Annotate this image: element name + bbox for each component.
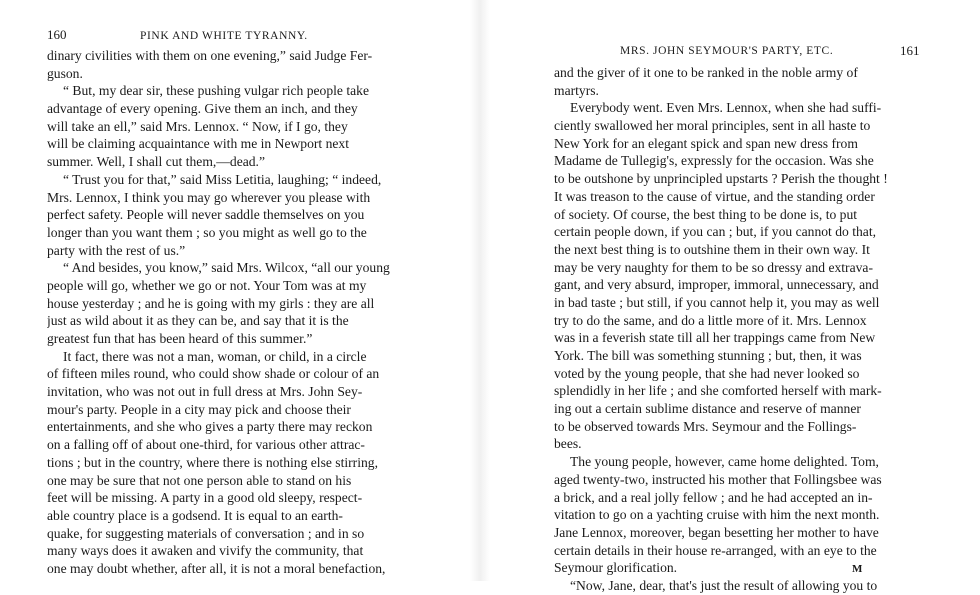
text-line: bees. bbox=[554, 436, 582, 452]
text-line: feet will be missing. A party in a good old sleepy, respect- bbox=[47, 490, 363, 506]
text-line: It was treason to the cause of virtue, and the standing order bbox=[554, 188, 875, 204]
text-line: able country place is a godsend. It is equal to an earth- bbox=[47, 507, 343, 523]
right-body-text bbox=[554, 64, 920, 595]
text-line: will take an ell,” said Mrs. Lennox. “ Now, if I go, they bbox=[47, 118, 348, 134]
text-line: perfect safety. People will never saddle themselves on you bbox=[47, 207, 365, 223]
text-line: aged twenty-two, instructed his mother that Follingsbee was bbox=[554, 471, 882, 487]
text-line: quake, for suggesting materials of conversation ; and in so bbox=[47, 525, 365, 541]
text-line: one may be sure that not one person able to stand on his bbox=[47, 472, 352, 488]
text-line: The young people, however, came home delighted. Tom, bbox=[570, 454, 879, 470]
text-line: ciently swallowed her moral principles, sent in all haste to bbox=[554, 118, 871, 134]
text-line: “ And besides, you know,” said Mrs. Wilcox, “all our young bbox=[63, 260, 390, 276]
text-line: advantage of every opening. Give them an inch, and they bbox=[47, 101, 358, 117]
left-page bbox=[0, 0, 470, 581]
text-line: Madame de Tullegig's, expressly for the occasion. Was she bbox=[554, 153, 874, 169]
left-body-text bbox=[47, 47, 414, 578]
text-line: mour's party. People in a city may pick and choose their bbox=[47, 401, 351, 417]
text-line: ing out a certain sublime distance and reserve of manner bbox=[554, 401, 861, 417]
text-line: “ Trust you for that,” said Miss Letitia, laughing; “ indeed, bbox=[63, 171, 382, 187]
text-line: It fact, there was not a man, woman, or child, in a circle bbox=[63, 348, 367, 364]
text-line: certain details in their house re-arranged, with an eye to the bbox=[554, 542, 877, 558]
text-line: longer than you want them ; so you might as well go to the bbox=[47, 224, 367, 240]
right-page bbox=[490, 0, 980, 593]
text-line: dinary civilities with them on one evening,” said Judge Fer- bbox=[47, 48, 373, 63]
text-line: people will go, whether we go or not. Your Tom was at my bbox=[47, 277, 367, 293]
text-line: and the giver of it one to be ranked in the noble army of bbox=[554, 65, 858, 80]
signature-mark: M bbox=[852, 563, 863, 575]
text-line: was in a feverish state till all her trappings came from New bbox=[554, 330, 876, 346]
text-line: greatest fun that has been heard of this summer.” bbox=[47, 331, 313, 346]
text-line: York. The bill was something stunning ; but, then, it was bbox=[554, 348, 862, 363]
text-line: gant, and very absurd, improper, immoral, unnecessary, and bbox=[554, 277, 879, 293]
text-line: many ways does it awaken and vivify the community, that bbox=[47, 543, 364, 559]
text-line: New York for an elegant spick and span new dress from bbox=[554, 135, 858, 151]
text-line: to be observed towards Mrs. Seymour and the Follings- bbox=[554, 418, 857, 434]
text-line: certain people down, if you can ; but, if you cannot do that, bbox=[554, 224, 877, 240]
text-line: try to do the same, and do a little more of it. Mrs. Lennox bbox=[554, 312, 867, 328]
text-line: party with the rest of us.” bbox=[47, 242, 186, 258]
text-line: will be claiming acquaintance with me in Newport next bbox=[47, 136, 349, 152]
text-line: Seymour glorification. bbox=[554, 560, 678, 576]
text-line: entertainments, and she who gives a party there may reckon bbox=[47, 419, 373, 435]
text-line: “Now, Jane, dear, that's just the result of allowing you to bbox=[570, 577, 878, 593]
left-running-head: PINK AND WHITE TYRANNY. bbox=[140, 30, 308, 42]
text-line: Mrs. Lennox, I think you may go wherever you please with bbox=[47, 189, 371, 205]
text-line: guson. bbox=[47, 65, 83, 81]
text-line: Everybody went. Even Mrs. Lennox, when she had suffi- bbox=[570, 100, 882, 116]
text-line: of society. Of course, the best thing to be done is, to put bbox=[554, 206, 858, 222]
text-line: in bad taste ; but still, if you cannot help it, you may as well bbox=[554, 294, 880, 310]
text-line: “ But, my dear sir, these pushing vulgar rich people take bbox=[63, 83, 369, 99]
text-line: may be very naughty for them to be so dressy and extrava- bbox=[554, 259, 873, 275]
text-line: on a falling off of about one-third, for various other attrac- bbox=[47, 437, 365, 453]
text-line: voted by the young people, that she had never looked so bbox=[554, 365, 860, 381]
book-gutter bbox=[470, 0, 490, 581]
text-line: tions ; but in the country, where there is nothing else stirring, bbox=[47, 454, 378, 470]
text-line: just as wild about it as they can be, and say that it is the bbox=[47, 313, 349, 329]
text-line: to be outshone by unprincipled upstarts ? Perish the thought ! bbox=[554, 171, 888, 187]
right-page-number: 161 bbox=[900, 43, 920, 58]
text-line: martyrs. bbox=[554, 82, 599, 98]
text-line: of fifteen miles round, who could show shade or colour of an bbox=[47, 366, 380, 382]
left-page-number: 160 bbox=[47, 27, 67, 42]
right-running-head: MRS. JOHN SEYMOUR'S PARTY, ETC. bbox=[620, 45, 834, 57]
text-line: the next best thing is to outshine them in their own way. It bbox=[554, 241, 870, 257]
text-line: a brick, and a real jolly fellow ; and he had accepted an in- bbox=[554, 489, 873, 505]
text-line: summer. Well, I shall cut them,—dead.” bbox=[47, 154, 265, 170]
text-line: one may doubt whether, after all, it is not a moral benefaction, bbox=[47, 560, 386, 576]
text-line: house yesterday ; and he is going with my girls : they are all bbox=[47, 295, 375, 311]
text-line: vitation to go on a yachting cruise with him the next month. bbox=[554, 507, 880, 523]
text-line: invitation, who was not out in full dress at Mrs. John Sey- bbox=[47, 384, 363, 400]
text-line: splendidly in her life ; and she comforted herself with mark- bbox=[554, 383, 882, 399]
text-line: Jane Lennox, moreover, began besetting her mother to have bbox=[554, 524, 879, 540]
